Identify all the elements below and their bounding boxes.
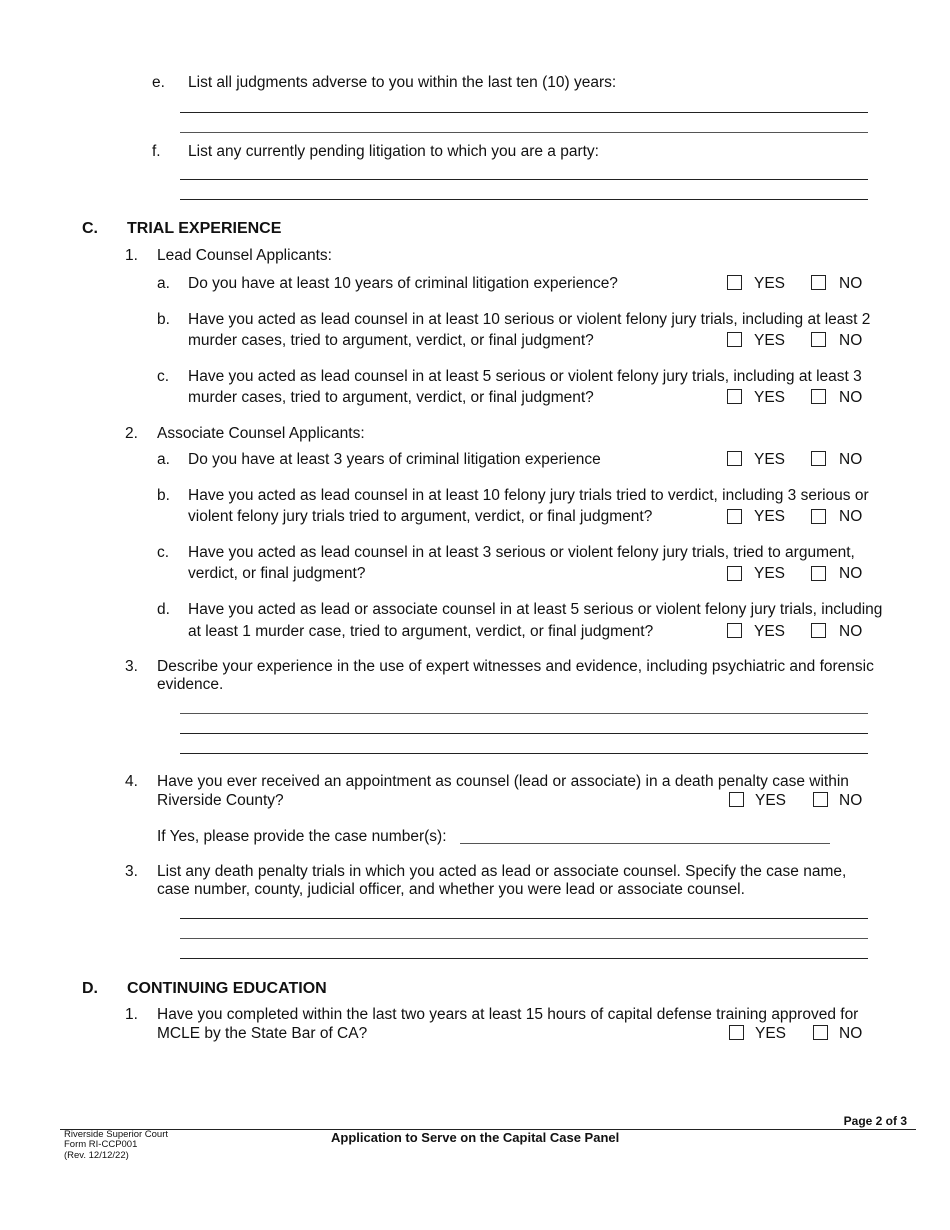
no-label: NO	[839, 389, 863, 406]
item-letter: b.	[157, 311, 170, 328]
no-checkbox[interactable]	[813, 1025, 828, 1040]
question-text-line1: Describe your experience in the use of expert witnesses and evidence, including psychiatric and forensic	[157, 658, 874, 675]
no-label: NO	[839, 275, 863, 292]
no-checkbox[interactable]	[811, 509, 826, 524]
answer-line[interactable]	[180, 938, 868, 939]
question-number: 4.	[125, 773, 138, 790]
footer-form-title: Application to Serve on the Capital Case Panel	[331, 1130, 620, 1145]
question-number: 3.	[125, 863, 138, 880]
question-text-line2: evidence.	[157, 676, 224, 693]
answer-line[interactable]	[180, 112, 868, 113]
footer-court: Riverside Superior Court	[64, 1129, 169, 1140]
question-number: 2.	[125, 425, 138, 442]
item-text: Do you have at least 3 years of criminal litigation experience	[188, 451, 601, 468]
question-text: Associate Counsel Applicants:	[157, 425, 365, 442]
item-f-text: List any currently pending litigation to which you are a party:	[188, 143, 599, 160]
no-label: NO	[839, 565, 863, 582]
item-letter: b.	[157, 487, 170, 504]
if-yes-label: If Yes, please provide the case number(s):	[157, 828, 447, 845]
yes-checkbox[interactable]	[727, 275, 742, 290]
yes-label: YES	[754, 565, 786, 582]
question-text-line2: MCLE by the State Bar of CA?	[157, 1025, 368, 1042]
question-number: 3.	[125, 658, 138, 675]
no-checkbox[interactable]	[811, 566, 826, 581]
question-number: 1.	[125, 247, 138, 264]
page-number: Page 2 of 3	[843, 1114, 907, 1128]
item-text-line1: Have you acted as lead counsel in at least 10 felony jury trials tried to verdict, including 3 serious or	[188, 487, 869, 504]
no-label: NO	[839, 508, 863, 525]
no-checkbox[interactable]	[811, 623, 826, 638]
no-label: NO	[839, 332, 863, 349]
item-text: Do you have at least 10 years of criminal litigation experience?	[188, 275, 618, 292]
answer-line[interactable]	[180, 199, 868, 200]
answer-line[interactable]	[180, 733, 868, 734]
item-letter: c.	[157, 368, 170, 385]
answer-line[interactable]	[180, 918, 868, 919]
yes-label: YES	[755, 1025, 787, 1042]
item-text-line2: verdict, or final judgment?	[188, 565, 366, 582]
item-text-line2: murder cases, tried to argument, verdict, or final judgment?	[188, 332, 594, 349]
yes-checkbox[interactable]	[727, 623, 742, 638]
yes-label: YES	[754, 389, 786, 406]
yes-label: YES	[754, 332, 786, 349]
footer-form-number: Form RI-CCP001	[64, 1139, 138, 1150]
yes-label: YES	[755, 792, 787, 809]
item-letter: d.	[157, 601, 170, 618]
section-d-title: CONTINUING EDUCATION	[127, 980, 327, 997]
no-checkbox[interactable]	[813, 792, 828, 807]
yes-checkbox[interactable]	[727, 389, 742, 404]
yes-checkbox[interactable]	[727, 451, 742, 466]
no-label: NO	[839, 623, 863, 640]
item-text-line2: at least 1 murder case, tried to argument, verdict, or final judgment?	[188, 623, 654, 640]
item-letter: c.	[157, 544, 170, 561]
answer-line[interactable]	[180, 132, 868, 133]
section-c-title: TRIAL EXPERIENCE	[127, 220, 282, 237]
question-text-line2: Riverside County?	[157, 792, 284, 809]
case-number-input[interactable]	[460, 843, 830, 844]
section-d-letter: D.	[82, 980, 98, 997]
item-text-line1: Have you acted as lead counsel in at least 10 serious or violent felony jury trials, including at least 2	[188, 311, 871, 328]
no-checkbox[interactable]	[811, 451, 826, 466]
yes-label: YES	[754, 623, 786, 640]
answer-line[interactable]	[180, 179, 868, 180]
item-letter: a.	[157, 451, 170, 468]
no-checkbox[interactable]	[811, 389, 826, 404]
question-text-line1: List any death penalty trials in which you acted as lead or associate counsel. Specify the case name,	[157, 863, 847, 880]
answer-line[interactable]	[180, 753, 868, 754]
no-label: NO	[839, 451, 863, 468]
no-checkbox[interactable]	[811, 332, 826, 347]
no-label: NO	[839, 1025, 863, 1042]
item-text-line1: Have you acted as lead counsel in at least 5 serious or violent felony jury trials, including at least 3	[188, 368, 862, 385]
item-text-line2: murder cases, tried to argument, verdict, or final judgment?	[188, 389, 594, 406]
item-text-line2: violent felony jury trials tried to argument, verdict, or final judgment?	[188, 508, 653, 525]
item-text-line1: Have you acted as lead counsel in at least 3 serious or violent felony jury trials, tried to argument,	[188, 544, 855, 561]
yes-checkbox[interactable]	[729, 792, 744, 807]
item-f-letter: f.	[152, 143, 161, 160]
yes-checkbox[interactable]	[727, 332, 742, 347]
yes-checkbox[interactable]	[727, 566, 742, 581]
section-c-letter: C.	[82, 220, 98, 237]
footer-revision: (Rev. 12/12/22)	[64, 1150, 129, 1161]
yes-checkbox[interactable]	[729, 1025, 744, 1040]
yes-label: YES	[754, 508, 786, 525]
yes-label: YES	[754, 275, 786, 292]
item-e-letter: e.	[152, 74, 165, 91]
yes-checkbox[interactable]	[727, 509, 742, 524]
answer-line[interactable]	[180, 713, 868, 714]
item-letter: a.	[157, 275, 170, 292]
answer-line[interactable]	[180, 958, 868, 959]
question-text: Lead Counsel Applicants:	[157, 247, 332, 264]
question-text-line1: Have you ever received an appointment as counsel (lead or associate) in a death penalty case within	[157, 773, 849, 790]
question-text-line2: case number, county, judicial officer, and whether you were lead or associate counsel.	[157, 881, 745, 898]
no-checkbox[interactable]	[811, 275, 826, 290]
yes-label: YES	[754, 451, 786, 468]
question-number: 1.	[125, 1006, 138, 1023]
question-text-line1: Have you completed within the last two years at least 15 hours of capital defense training approved for	[157, 1006, 859, 1023]
item-text-line1: Have you acted as lead or associate counsel in at least 5 serious or violent felony jury trials, including	[188, 601, 883, 618]
item-e-text: List all judgments adverse to you within the last ten (10) years:	[188, 74, 617, 91]
no-label: NO	[839, 792, 863, 809]
